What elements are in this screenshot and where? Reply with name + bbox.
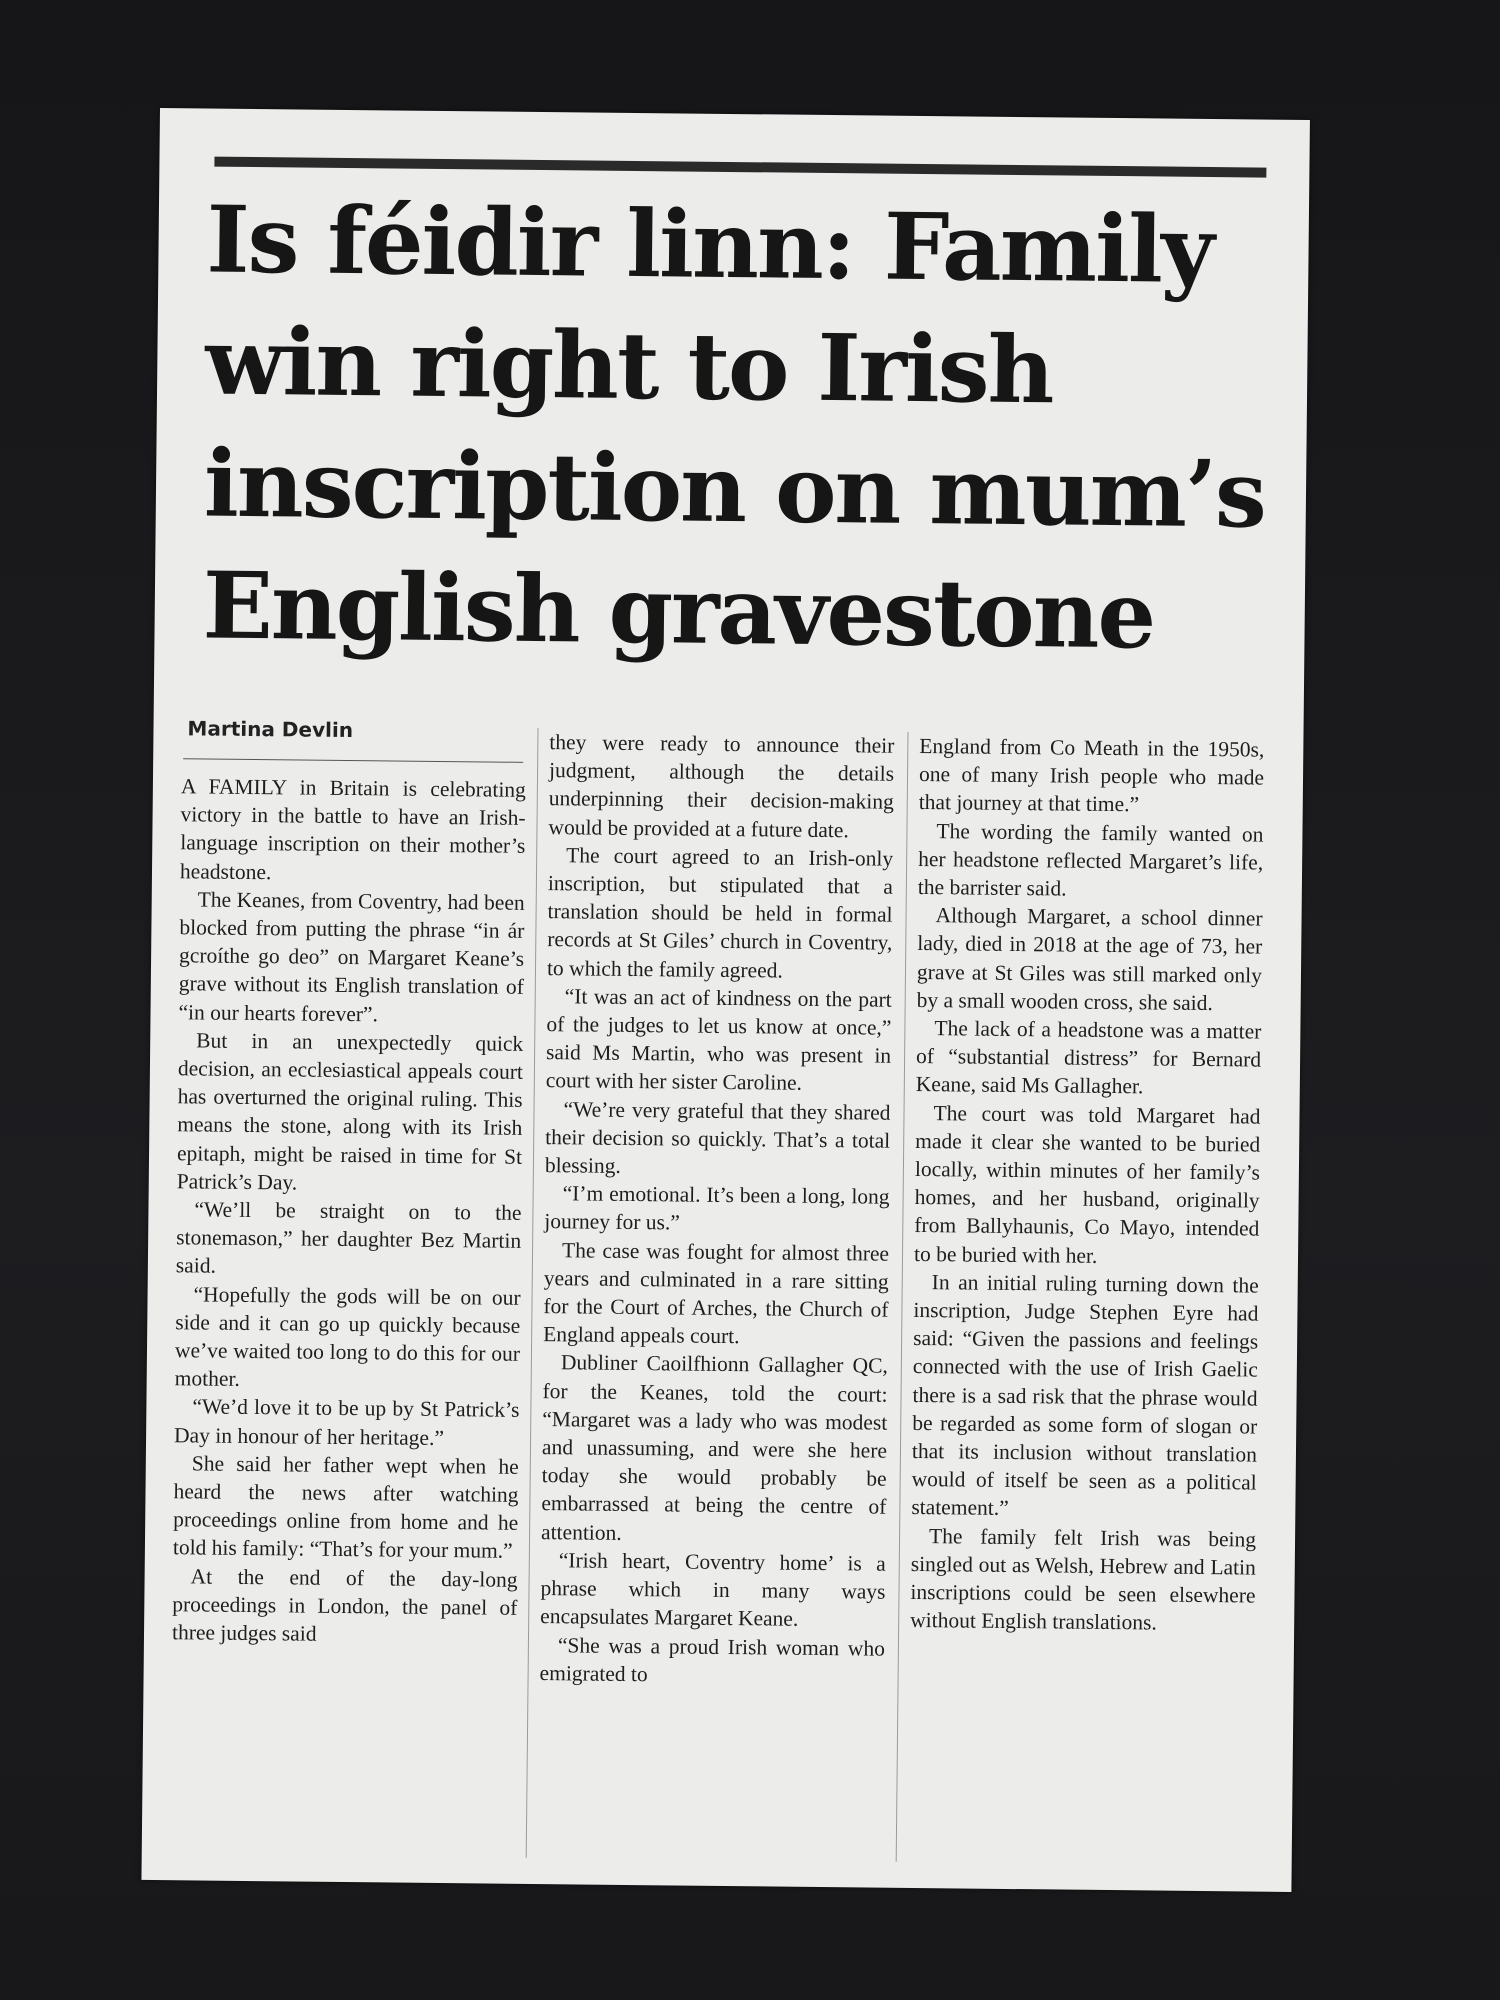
article-paragraph: “She was a proud Irish woman who emigrated to [539, 1632, 886, 1686]
article-paragraph: The wording the family wanted on her headstone reflected Margaret’s life, the barrister said. [917, 818, 1264, 901]
article-paragraph: Dubliner Caoilfhionn Gallagher QC, for the Keanes, told the court: “Margaret was a lady who was modest and unassuming, and were she here today she would probably be embarrassed at being the centre of attention. [540, 1350, 888, 1545]
article-paragraph: The court agreed to an Irish-only inscription, but stipulated that a translation should be held in formal records at St Giles’ church in Coventry, to which the family agreed. [546, 843, 894, 983]
article-paragraph: She said her father wept when he heard the news after watching proceedings online from home and he told his family: “That’s for your mum.” [172, 1451, 519, 1564]
article-paragraph: “We’re very grateful that they shared their decision so quickly. That’s a total blessing. [544, 1096, 891, 1178]
top-rule [214, 157, 1266, 178]
headline: Is féidir linn: Family win right to Irish inscription on mum’s English gravestone [202, 185, 1266, 670]
column-divider [896, 732, 909, 1862]
article-paragraph: In an initial ruling turning down the inscription, Judge Stephen Eyre had said: “Given the passions and feelings connected with the use of Irish Gaelic there is a sad risk that the phrase would be regarded as some form of slogan or that its inclusion without translation would of itself be seen as a political statement.” [911, 1270, 1259, 1521]
article-column-3 [910, 732, 1264, 1638]
article-paragraph: they were ready to announce their judgment, although the details underpinning their decision-making would be provided at a future date. [548, 730, 895, 842]
article-paragraph: The court was told Margaret had made it clear she wanted to be buried locally, within minutes of her family’s homes, and her husband, originally from Ballyhaunis, Co Mayo, intended to be buried with her. [913, 1100, 1261, 1268]
article-paragraph: At the end of the day-long proceedings in London, the panel of three judges said [171, 1564, 518, 1646]
article-paragraph: “Hopefully the gods will be on our side and it can go up quickly because we’ve waited too long to do this for our mother. [174, 1282, 521, 1392]
article-paragraph: A FAMILY in Britain is celebrating victory in the battle to have an Irish-language inscription on their mother’s headstone. [179, 774, 527, 884]
article-paragraph: The case was fought for almost three years and culminated in a rare sitting for the Court of Arches, the Church of England appeals court. [543, 1237, 890, 1349]
byline: Martina Devlin [187, 716, 354, 743]
article-paragraph: England from Co Meath in the 1950s, one of many Irish people who made that journey at that time.” [918, 733, 1265, 817]
article-paragraph: “Irish heart, Coventry home’ is a phrase which in many ways encapsulates Margaret Keane. [540, 1548, 886, 1632]
article-paragraph: The family felt Irish was being singled out as Welsh, Hebrew and Latin inscriptions could be seen elsewhere without English translations. [910, 1523, 1257, 1635]
article-paragraph: “I’m emotional. It’s been a long, long journey for us.” [544, 1181, 890, 1235]
article-paragraph: “We’d love it to be up by St Patrick’s Day in honour of her heritage.” [173, 1394, 520, 1450]
column-divider [526, 728, 539, 1858]
article-paragraph: The Keanes, from Coventry, had been blocked from putting the phrase “in ár gcroíthe go deo” on Margaret Keane’s grave without its English translation of “in our hearts forever”. [178, 887, 525, 1026]
article-column-1 [172, 772, 526, 1650]
byline-rule [183, 758, 523, 763]
article-paragraph: But in an unexpectedly quick decision, an ecclesiastical appeals court has overturned the original ruling. This means the stone, along with its Irish epitaph, might be raised in time for St Patrick’s Day. [176, 1028, 524, 1195]
article-paragraph: Although Margaret, a school dinner lady, died in 2018 at the age of 73, her grave at St Giles was still marked only by a small wooden cross, she said. [916, 903, 1263, 1015]
article-paragraph: “It was an act of kindness on the part of the judges to let us know at once,” said Ms Martin, who was present in court with her sister Caroline. [545, 984, 892, 1096]
article-paragraph: “We’ll be straight on to the stonemason,” her daughter Bez Martin said. [175, 1197, 522, 1279]
newspaper-clipping [141, 108, 1309, 1892]
article-column-2 [539, 728, 894, 1690]
article-paragraph: The lack of a headstone was a matter of “substantial distress” for Bernard Keane, said Ms Gallagher. [915, 1016, 1262, 1099]
